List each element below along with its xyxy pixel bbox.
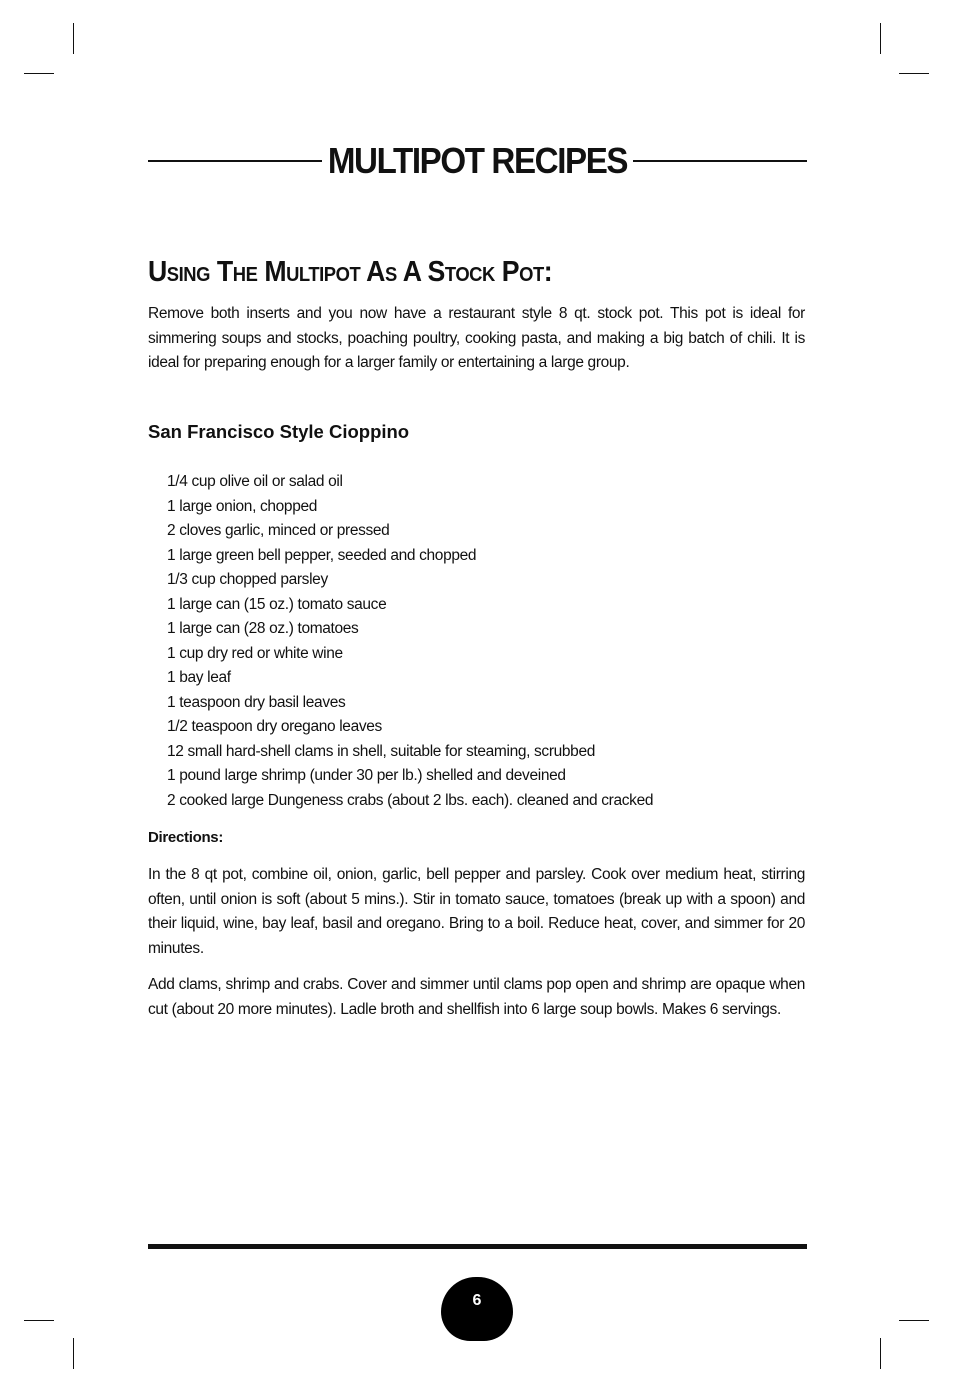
- recipe-title: San Francisco Style Cioppino: [148, 421, 410, 442]
- crop-mark-bottom-right-vertical: [880, 1338, 881, 1369]
- ingredient-item: 1 cup dry red or white wine: [167, 644, 343, 662]
- crop-mark-top-right-vertical: [880, 23, 881, 54]
- crop-mark-top-left-vertical: [73, 23, 74, 54]
- page-number: 6: [441, 1277, 513, 1341]
- page-title: MULTIPOT RECIPES: [327, 140, 628, 181]
- ingredient-item: 2 cloves garlic, minced or pressed: [167, 522, 390, 539]
- directions-label: Directions:: [148, 829, 224, 846]
- ingredient-item: 1 large can (15 oz.) tomato sauce: [167, 595, 387, 613]
- section-heading: Using The Multipot As A Stock Pot:: [148, 256, 553, 288]
- ingredient-item: 1 teaspoon dry basil leaves: [167, 693, 346, 711]
- ingredient-item: 1 large green bell pepper, seeded and chopped: [167, 546, 477, 564]
- crop-mark-top-left-horizontal: [24, 73, 54, 74]
- ingredient-item: 1/2 teaspoon dry oregano leaves: [167, 718, 382, 735]
- ingredient-item: 1/3 cup chopped parsley: [167, 571, 328, 588]
- ingredient-item: 12 small hard-shell clams in shell, suitable for steaming, scrubbed: [167, 742, 595, 760]
- crop-mark-bottom-left-vertical: [73, 1338, 74, 1369]
- directions-paragraph: In the 8 qt pot, combine oil, onion, garlic, bell pepper and parsley. Cook over medium heat, stirring often, until onion is soft (about 5 mins.). Stir in tomato sauce, tomatoes (break up with a spoon) and their liquid, wine, bay leaf, basil and oregano. Bring to a boil. Reduce heat, cover, and simmer for 20 minutes.: [148, 866, 805, 957]
- ingredient-item: 1 large can (28 oz.) tomatoes: [167, 620, 359, 637]
- crop-mark-bottom-left-horizontal: [24, 1320, 54, 1321]
- crop-mark-top-right-horizontal: [899, 73, 929, 74]
- crop-mark-bottom-right-horizontal: [899, 1320, 929, 1321]
- intro-paragraph: Remove both inserts and you now have a restaurant style 8 qt. stock pot. This pot is ideal for simmering soups and stocks, poaching poultry, cooking pasta, and making a big batch of chili. It is ideal for preparing enough for a larger family or entertaining a large group.: [148, 305, 805, 371]
- ingredient-item: 1/4 cup olive oil or salad oil: [167, 473, 343, 490]
- ingredient-item: 1 bay leaf: [167, 669, 231, 686]
- ingredient-item: 2 cooked large Dungeness crabs (about 2 lbs. each). cleaned and cracked: [167, 791, 654, 809]
- footer-rule: [148, 1244, 807, 1249]
- title-rule-right: [633, 160, 807, 162]
- ingredient-item: 1 large onion, chopped: [167, 497, 318, 515]
- directions-paragraph: Add clams, shrimp and crabs. Cover and simmer until clams pop open and shrimp are opaque when cut (about 20 more minutes). Ladle broth and shellfish into 6 large soup bowls. Makes 6 servings.: [148, 976, 805, 1018]
- page-header: [148, 138, 807, 186]
- ingredient-item: 1 pound large shrimp (under 30 per lb.) shelled and deveined: [167, 767, 566, 784]
- ingredient-list: [167, 470, 653, 813]
